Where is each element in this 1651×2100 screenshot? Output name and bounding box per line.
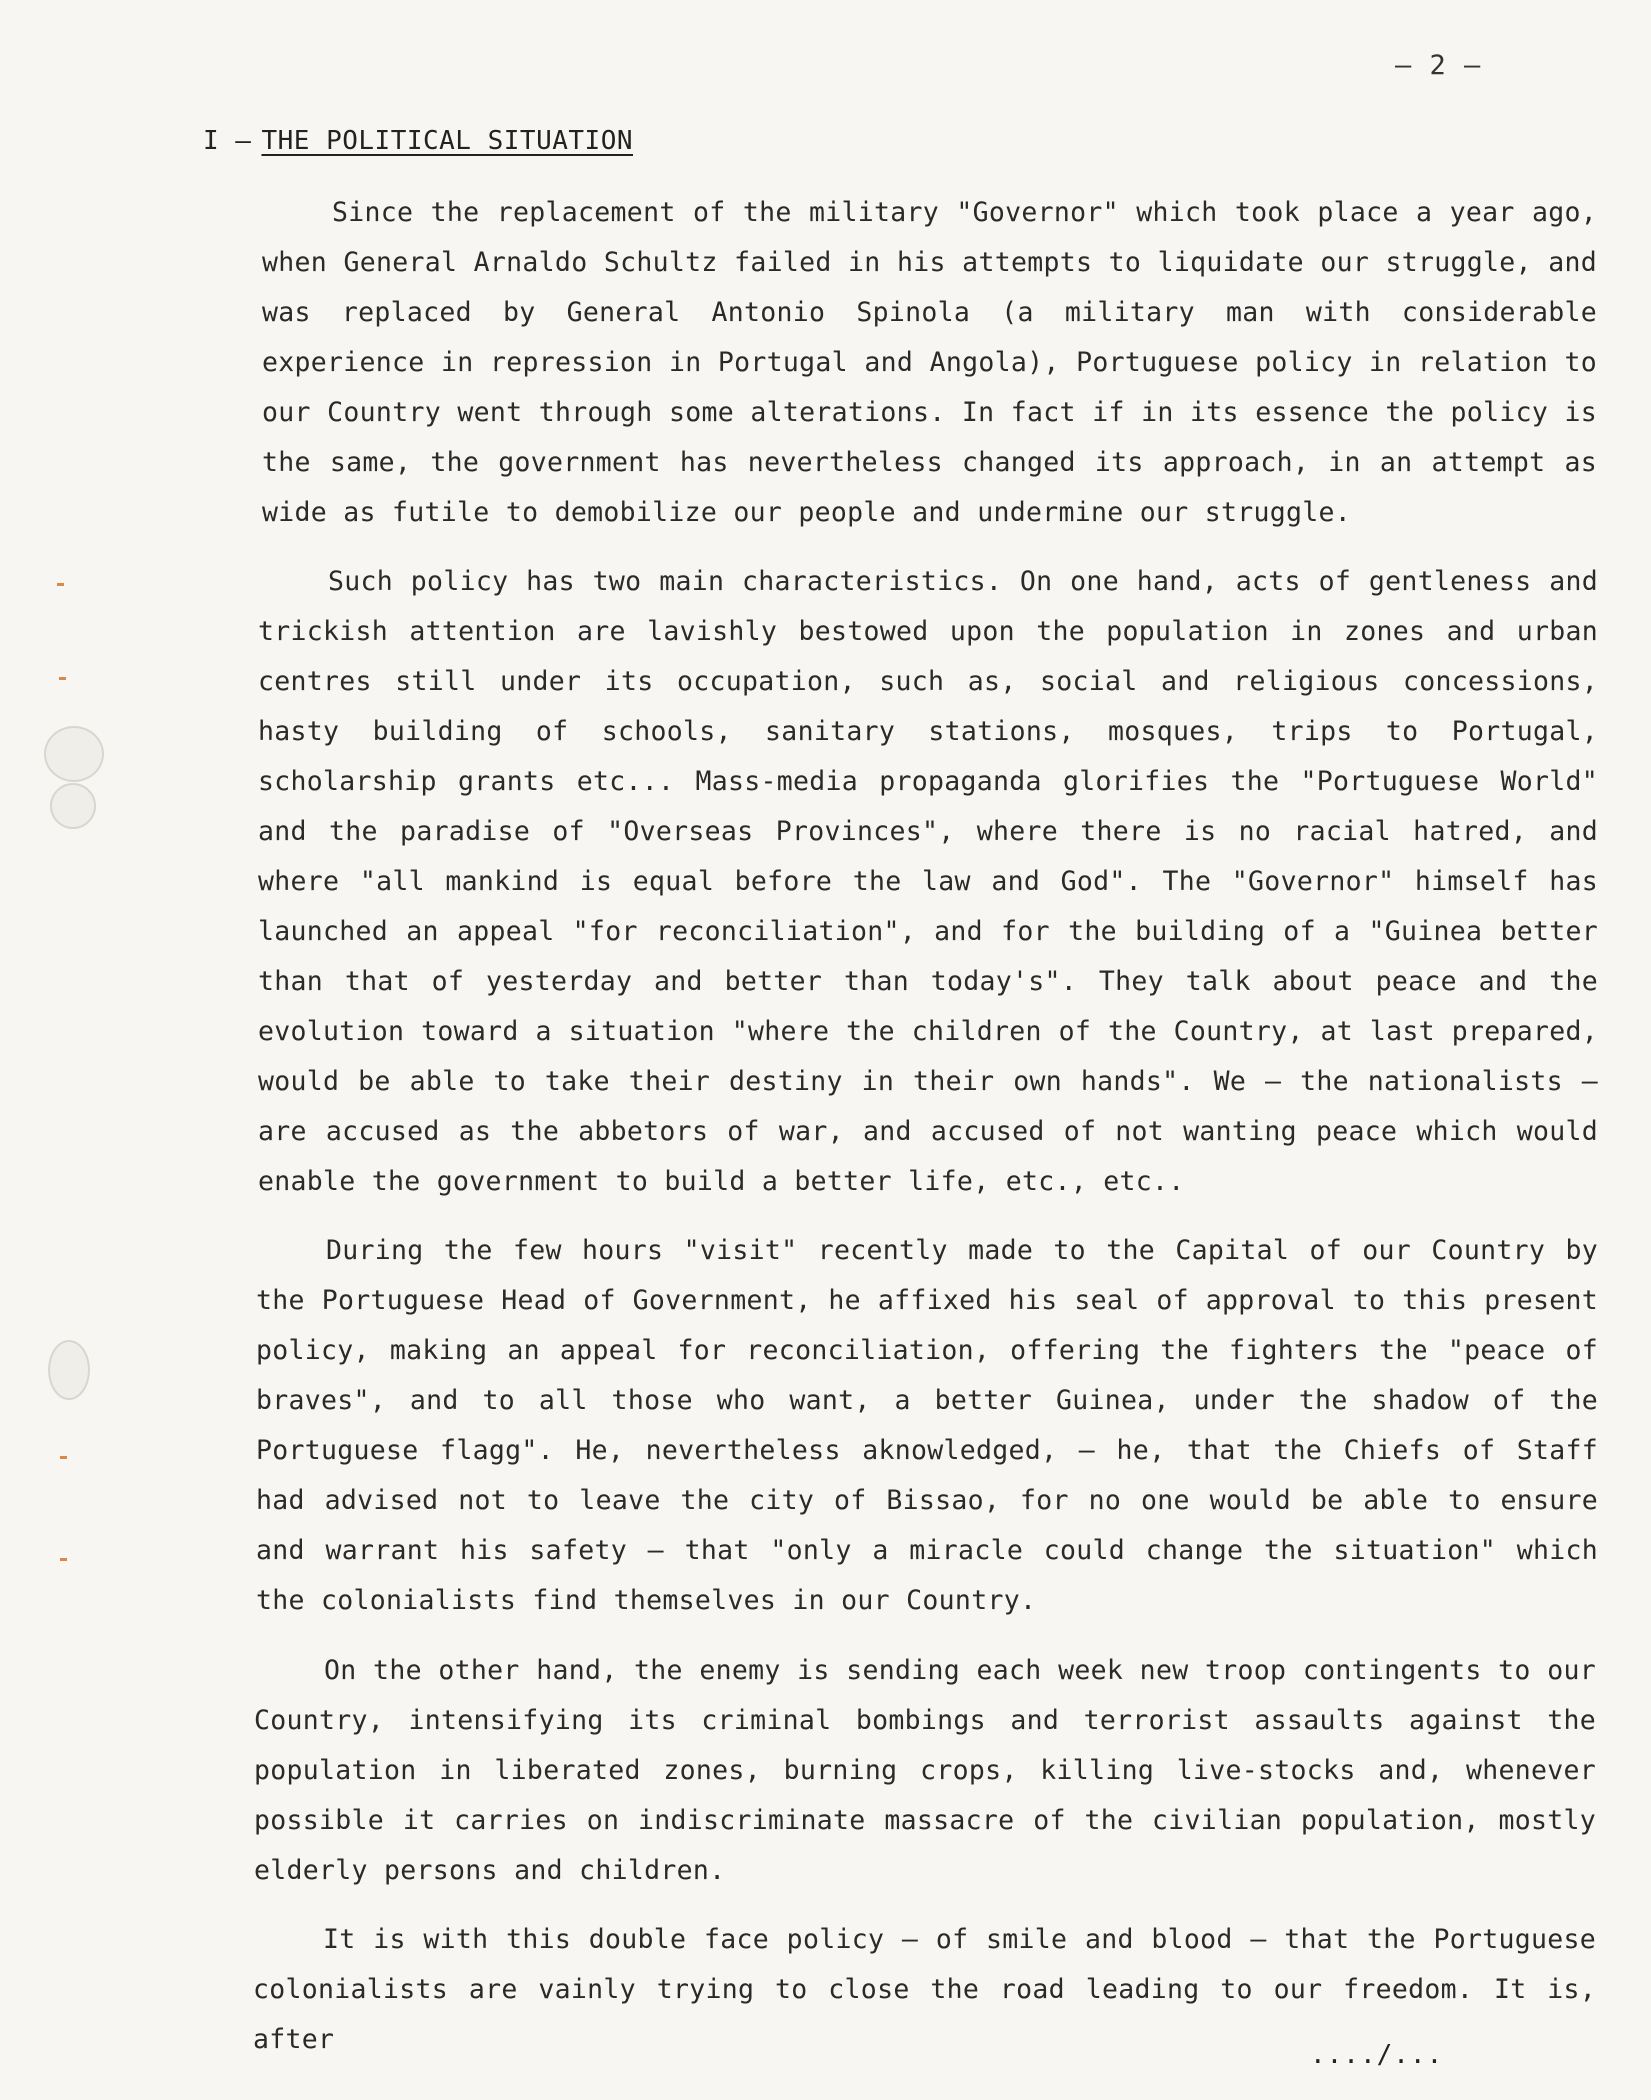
paragraph-1: Since the replacement of the military "Governor" which took place a year ago, when General Arnaldo Schultz failed in his attempts to liquidate our struggle, and was replaced by General Antonio Spinola (a military man with considerable experience in repression in Portugal and Angola), Portuguese policy in relation to our Country went through some alterations. In fact if in its essence the policy is the same, the government has nevertheless changed its approach, in an attempt as wide as futile to demobilize our people and undermine our struggle. — [262, 197, 1597, 528]
margin-tick — [59, 677, 66, 680]
paragraph-5: It is with this double face policy – of smile and blood – that the Portuguese colonialists are vainly trying to close the road leading to our freedom. It is, after — [253, 1924, 1596, 2055]
margin-tick — [57, 583, 64, 586]
section-numeral: I – — [203, 126, 252, 156]
paragraph-3: During the few hours "visit" recently made to the Capital of our Country by the Portuguese Head of Government, he affixed his seal of approval to this present policy, making an appeal for reconciliation, offering the fighters the "peace of braves", and to all those who want, a better Guinea, under the shadow of the Portuguese flagg". He, nevertheless aknowledged, – he, that the Chiefs of Staff had advised not to leave the city of Bissao, for no one would be able to ensure and warrant his safety – that "only a miracle could change the situation" which the colonialists find themselves in our Country. — [256, 1235, 1598, 1616]
section-heading — [203, 126, 633, 156]
section-title: THE POLITICAL SITUATION — [261, 126, 633, 156]
paragraph-4: On the other hand, the enemy is sending each week new troop contingents to our Country, intensifying its criminal bombings and terrorist assaults against the population in liberated zones, burning crops, killing live-stocks and, whenever possible it carries on indiscriminate massacre of the civilian population, mostly elderly persons and children. — [254, 1655, 1596, 1886]
punch-hole-middle — [50, 783, 96, 829]
continuation-mark: ..../... — [1310, 2040, 1444, 2070]
page-number: – 2 – — [1395, 50, 1482, 81]
margin-tick — [60, 1558, 67, 1561]
punch-hole-top — [44, 726, 104, 782]
margin-tick — [60, 1456, 67, 1459]
paragraph-2: Such policy has two main characteristics. On one hand, acts of gentleness and trickish attention are lavishly bestowed upon the population in zones and urban centres still under its occupation, such as, social and religious concessions, hasty building of schools, sanitary stations, mosques, trips to Portugal, scholarship grants etc... Mass-media propaganda glorifies the "Portuguese World" and the paradise of "Overseas Provinces", where there is no racial hatred, and where "all mankind is equal before the law and God". The "Governor" himself has launched an appeal "for reconciliation", and for the building of a "Guinea better than that of yesterday and better than today's". They talk about peace and the evolution toward a situation "where the children of the Country, at last prepared, would be able to take their destiny in their own hands". We – the nationalists – are accused as the abbetors of war, and accused of not wanting peace which would enable the government to build a better life, etc., etc.. — [258, 566, 1598, 1197]
punch-hole-lower — [48, 1340, 90, 1400]
